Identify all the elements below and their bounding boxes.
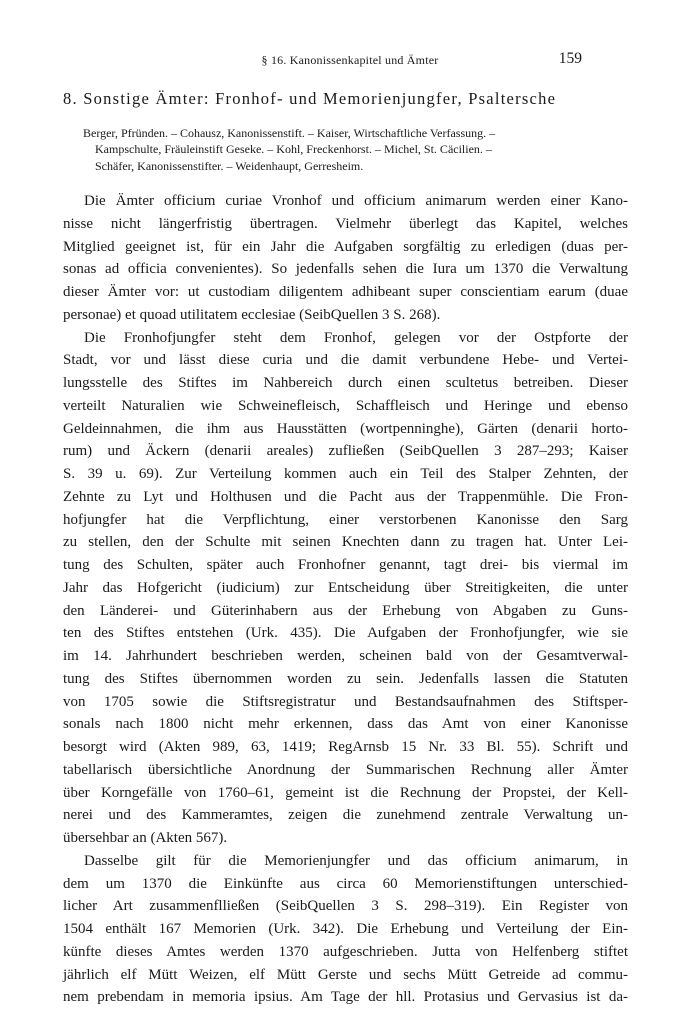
text-line: sonals nach 1800 nicht mehr erkennen, dass das Amt von einer Kanonisse [63,716,628,733]
text-line: dieser Ämter vor: ut custodiam diligentem adhibeant super conscientiam earum (duae [63,284,628,300]
text-line: nerei und des Kammeramtes, zeigen die zunehmend zentrale Verwaltung un- [63,807,628,824]
text-line: S. 39 u. 69). Zur Verteilung kommen auch ein Teil des Stalper Zehnten, der [63,466,628,482]
text-line: den Länderei- und Güterinhabern aus der Erhebung von Abgaben zu Guns- [63,602,628,619]
running-head [0,50,700,70]
bibliography-line: Berger, Pfründen. – Cohausz, Kanonissenstift. – Kaiser, Wirtschaftliche Verfassung. – [83,126,496,140]
text-line: licher Art zusammenflließen (SeibQuellen 3 S. 298–319). Ein Register von [63,898,628,915]
running-title: § 16. Kanonissenkapitel und Ämter [261,53,439,67]
section-heading: 8. Sonstige Ämter: Fronhof- und Memorienjungfer, Psaltersche [63,89,557,108]
bibliography-line: Schäfer, Kanonissenstifter. – Weidenhaupt, Gerresheim. [95,158,364,173]
text-line: Die Ämter officium curiae Vronhof und officium animarum werden einer Kano- [84,193,628,209]
text-line: 1504 enthält 167 Memorien (Urk. 342). Die Erhebung und Verteilung der Ein- [63,921,628,937]
text-line: Die Fronhofjungfer steht dem Fronhof, gelegen vor der Ostpforte der [84,329,628,346]
text-line: Geldeinnahmen, die ihm aus Hausstätten (wortpenninghe), Gärten (denarii horto- [63,420,628,437]
text-line: von 1705 sowie die Stiftsregistratur und Bestandsaufnahmen des Stiftsper- [63,693,628,710]
text-line: verteilt Naturalien wie Schweinefleisch, Schaffleisch und Heringe und ebenso [63,397,628,414]
text-line: ten des Stiftes entstehen (Urk. 435). Die Aufgaben der Fronhofjungfer, wie sie [63,625,628,642]
text-line: lungsstelle des Stiftes im Nahbereich durch einen scultetus betreiben. Dieser [63,375,628,391]
text-line: dem um 1370 die Einkünfte aus circa 60 Memorienstiftungen unterschied- [63,875,628,892]
text-line: sonas ad officia convenientes). So jedenfalls sehen die Iura um 1370 die Verwaltung [63,261,628,278]
bibliography [83,125,628,174]
text-line: nem prebendam in memoria ipsius. Am Tage der hll. Protasius und Gervasius ist da- [63,989,628,1006]
text-line: über Korngefälle von 1760–61, gemeint ist die Rechnung der Propstei, der Kell- [63,784,628,801]
text-line: Stadt, vor und lässt diese curia und die damit verbundene Hebe- und Vertei- [63,352,628,369]
text-line: übersehbar an (Akten 567). [63,830,228,846]
text-line: personae) et quoad utilitatem ecclesiae (SeibQuellen 3 S. 268). [63,306,441,323]
text-line: Zehnte zu Lyt und Holthusen und die Pacht aus der Trappenmühle. Die Fron- [63,488,628,505]
text-line: nisse nicht längerfristig übertragen. Vielmehr überlegt das Kapitel, welches [63,215,628,232]
text-line: Mitglied geeignet ist, für ein Jahr die Aufgaben sorgfältig zu erledigen (duas per- [63,238,628,255]
text-line: jährlich elf Mütt Weizen, elf Mütt Gerste und sechs Mütt Getreide ad commu- [63,966,628,983]
bibliography-line: Kampschulte, Fräuleinstift Geseke. – Kohl, Freckenhorst. – Michel, St. Cäcilien. – [95,142,492,157]
text-line: besorgt wird (Akten 989, 63, 1419; RegArnsb 15 Nr. 33 Bl. 55). Schrift und [63,739,628,755]
text-line: Jahr das Hofgericht (iudicium) zur Entscheidung über Streitigkeiten, die unter [63,579,628,596]
text-line: hofjungfer hat die Verpflichtung, einer verstorbenen Kanonisse den Sarg [63,511,628,528]
page-number: 159 [558,50,582,67]
text-line: tung des Stiftes übernommen worden zu sein. Jedenfalls lassen die Statuten [63,670,628,687]
text-line: im 14. Jahrhundert beschrieben werden, scheinen bald von der Gesamtverwal- [63,648,628,664]
text-line: künfte dieses Amtes werden 1370 aufgeschrieben. Jutta von Helfenberg stiftet [63,943,628,960]
text-line: tung des Schulten, später auch Fronhofner genannt, tagt drei- bis viermal im [63,557,628,573]
text-line: rum) und Äckern (denarii areales) zufließen (SeibQuellen 3 287–293; Kaiser [63,443,628,460]
text-line: Dasselbe gilt für die Memorienjungfer und das officium animarum, in [84,852,628,869]
text-line: zu stellen, den der Schulte mit seinen Knechten dann zu tragen hat. Unter Lei- [63,534,628,551]
body-text [63,190,628,1009]
text-line: tabellarisch übersichtliche Anordnung der Summarischen Rechnung aller Ämter [63,761,628,778]
